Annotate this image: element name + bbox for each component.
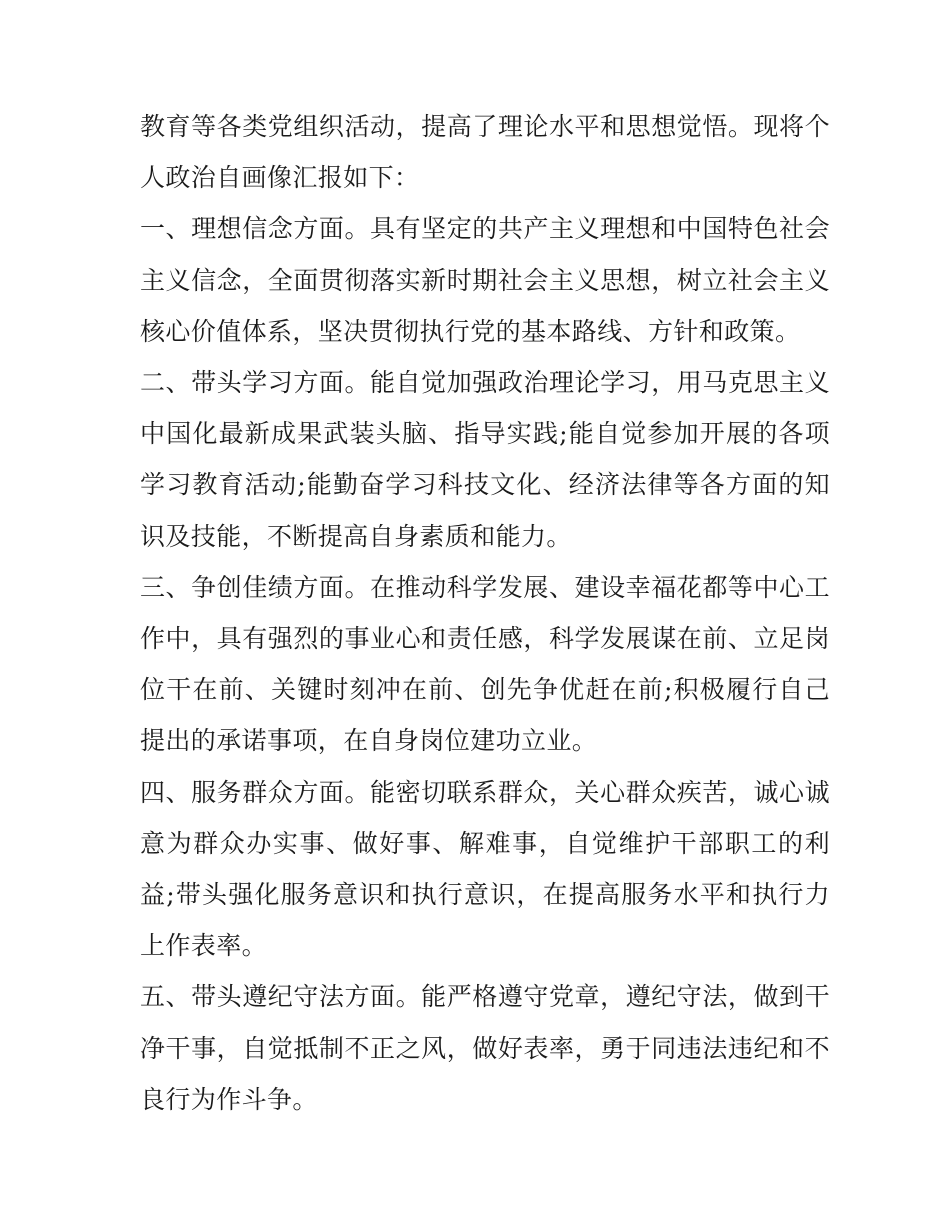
paragraph-intro: 教育等各类党组织活动，提高了理论水平和思想觉悟。现将个人政治自画像汇报如下： [140, 112, 830, 193]
paragraph-serving-masses: 四、服务群众方面。能密切联系群众，关心群众疾苦，诚心诚意为群众办实事、做好事、解难事，自觉维护干部职工的利益;带头强化服务意识和执行意识，在提高服务水平和执行力上作表率。 [140, 777, 830, 961]
paragraph-achievements: 三、争创佳绩方面。在推动科学发展、建设幸福花都等中心工作中，具有强烈的事业心和责任感，科学发展谋在前、立足岗位干在前、关键时刻冲在前、创先争优赶在前;积极履行自己提出的承诺事项，在自身岗位建功立业。 [140, 572, 830, 756]
paragraph-ideals-beliefs: 一、理想信念方面。具有坚定的共产主义理想和中国特色社会主义信念，全面贯彻落实新时期社会主义思想，树立社会主义核心价值体系，坚决贯彻执行党的基本路线、方针和政策。 [140, 214, 830, 346]
paragraph-leading-study: 二、带头学习方面。能自觉加强政治理论学习，用马克思主义中国化最新成果武装头脑、指导实践;能自觉参加开展的各项学习教育活动;能勤奋学习科技文化、经济法律等各方面的知识及技能，不断提高自身素质和能力。 [140, 368, 830, 551]
document-body [140, 101, 830, 1125]
paragraph-law-discipline: 五、带头遵纪守法方面。能严格遵守党章，遵纪守法，做到干净干事，自觉抵制不正之风，做好表率，勇于同违法违纪和不良行为作斗争。 [140, 982, 830, 1114]
